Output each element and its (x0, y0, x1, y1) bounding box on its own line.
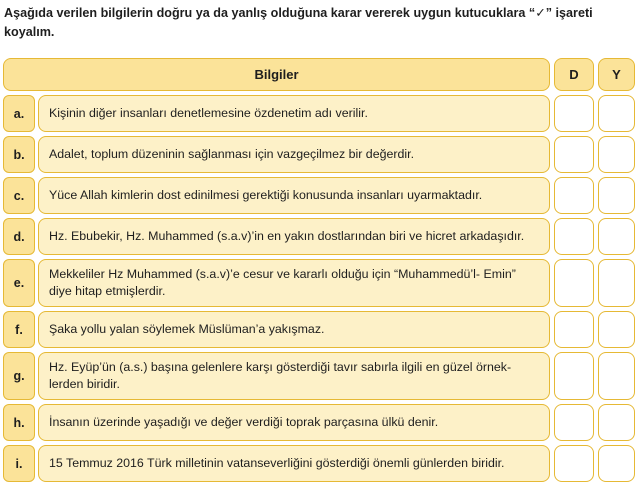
row-statement (38, 95, 550, 132)
statement-text: Hz. Eyüp’ün (a.s.) başına gelenlere karşı gösterdiği tavır sabırla ilgili en güzel örnek-lerden biridir. (49, 359, 512, 391)
dogru-checkbox[interactable] (554, 95, 594, 132)
statement-text: 15 Temmuz 2016 Türk milletinin vatanseverliğini gösterdiği önemli günlerden biridir. (49, 455, 505, 470)
row-letter: c. (3, 177, 35, 214)
row-statement (38, 136, 550, 173)
row-letter: g. (3, 352, 35, 400)
statement-text: Hz. Ebubekir, Hz. Muhammed (s.a.v)’in en yakın dostlarından biri ve hicret arkadaşıdır. (49, 228, 525, 243)
statement-row (0, 352, 640, 400)
dogru-checkbox[interactable] (554, 404, 594, 441)
row-letter: b. (3, 136, 35, 173)
statement-row (0, 218, 640, 255)
statement-row (0, 95, 640, 132)
row-statement (38, 404, 550, 441)
row-letter: h. (3, 404, 35, 441)
dogru-checkbox[interactable] (554, 445, 594, 482)
statement-text: Kişinin diğer insanları denetlemesine özdenetim adı verilir. (49, 105, 368, 120)
row-statement (38, 445, 550, 482)
statement-row (0, 404, 640, 441)
statement-row (0, 136, 640, 173)
dogru-checkbox[interactable] (554, 311, 594, 348)
statement-row (0, 259, 640, 307)
row-letter: e. (3, 259, 35, 307)
statement-text: Şaka yollu yalan söylemek Müslüman’a yakışmaz. (49, 321, 325, 336)
statement-row (0, 177, 640, 214)
dogru-checkbox[interactable] (554, 259, 594, 307)
statement-text: İnsanın üzerinde yaşadığı ve değer verdiği toprak parçasına ülkü denir. (49, 414, 439, 429)
row-statement (38, 259, 550, 307)
dogru-checkbox[interactable] (554, 136, 594, 173)
dogru-checkbox[interactable] (554, 218, 594, 255)
yanlis-checkbox[interactable] (598, 177, 635, 214)
statement-text: Adalet, toplum düzeninin sağlanması için vazgeçilmez bir değerdir. (49, 146, 415, 161)
yanlis-checkbox[interactable] (598, 311, 635, 348)
statement-text: Yüce Allah kimlerin dost edinilmesi gerektiği konusunda insanları uyarmaktadır. (49, 187, 483, 202)
row-statement (38, 311, 550, 348)
yanlis-checkbox[interactable] (598, 136, 635, 173)
statement-row (0, 311, 640, 348)
row-letter: a. (3, 95, 35, 132)
header-dogru: D (554, 58, 594, 91)
row-letter: i. (3, 445, 35, 482)
dogru-checkbox[interactable] (554, 177, 594, 214)
yanlis-checkbox[interactable] (598, 445, 635, 482)
row-letter: d. (3, 218, 35, 255)
yanlis-checkbox[interactable] (598, 404, 635, 441)
statement-text: Mekkeliler Hz Muhammed (s.a.v)’e cesur ve kararlı olduğu için “Muhammedü’l- Emin” diye hitap etmişlerdir. (49, 266, 516, 298)
row-statement (38, 218, 550, 255)
row-letter: f. (3, 311, 35, 348)
statement-row (0, 445, 640, 482)
row-statement (38, 352, 550, 400)
yanlis-checkbox[interactable] (598, 95, 635, 132)
header-bilgiler: Bilgiler (3, 58, 550, 91)
yanlis-checkbox[interactable] (598, 218, 635, 255)
yanlis-checkbox[interactable] (598, 259, 635, 307)
instruction-text: Aşağıda verilen bilgilerin doğru ya da yanlış olduğuna karar vererek uygun kutucuklara “✓” işareti koyalım. (4, 6, 593, 39)
dogru-checkbox[interactable] (554, 352, 594, 400)
row-statement (38, 177, 550, 214)
header-yanlis: Y (598, 58, 635, 91)
yanlis-checkbox[interactable] (598, 352, 635, 400)
